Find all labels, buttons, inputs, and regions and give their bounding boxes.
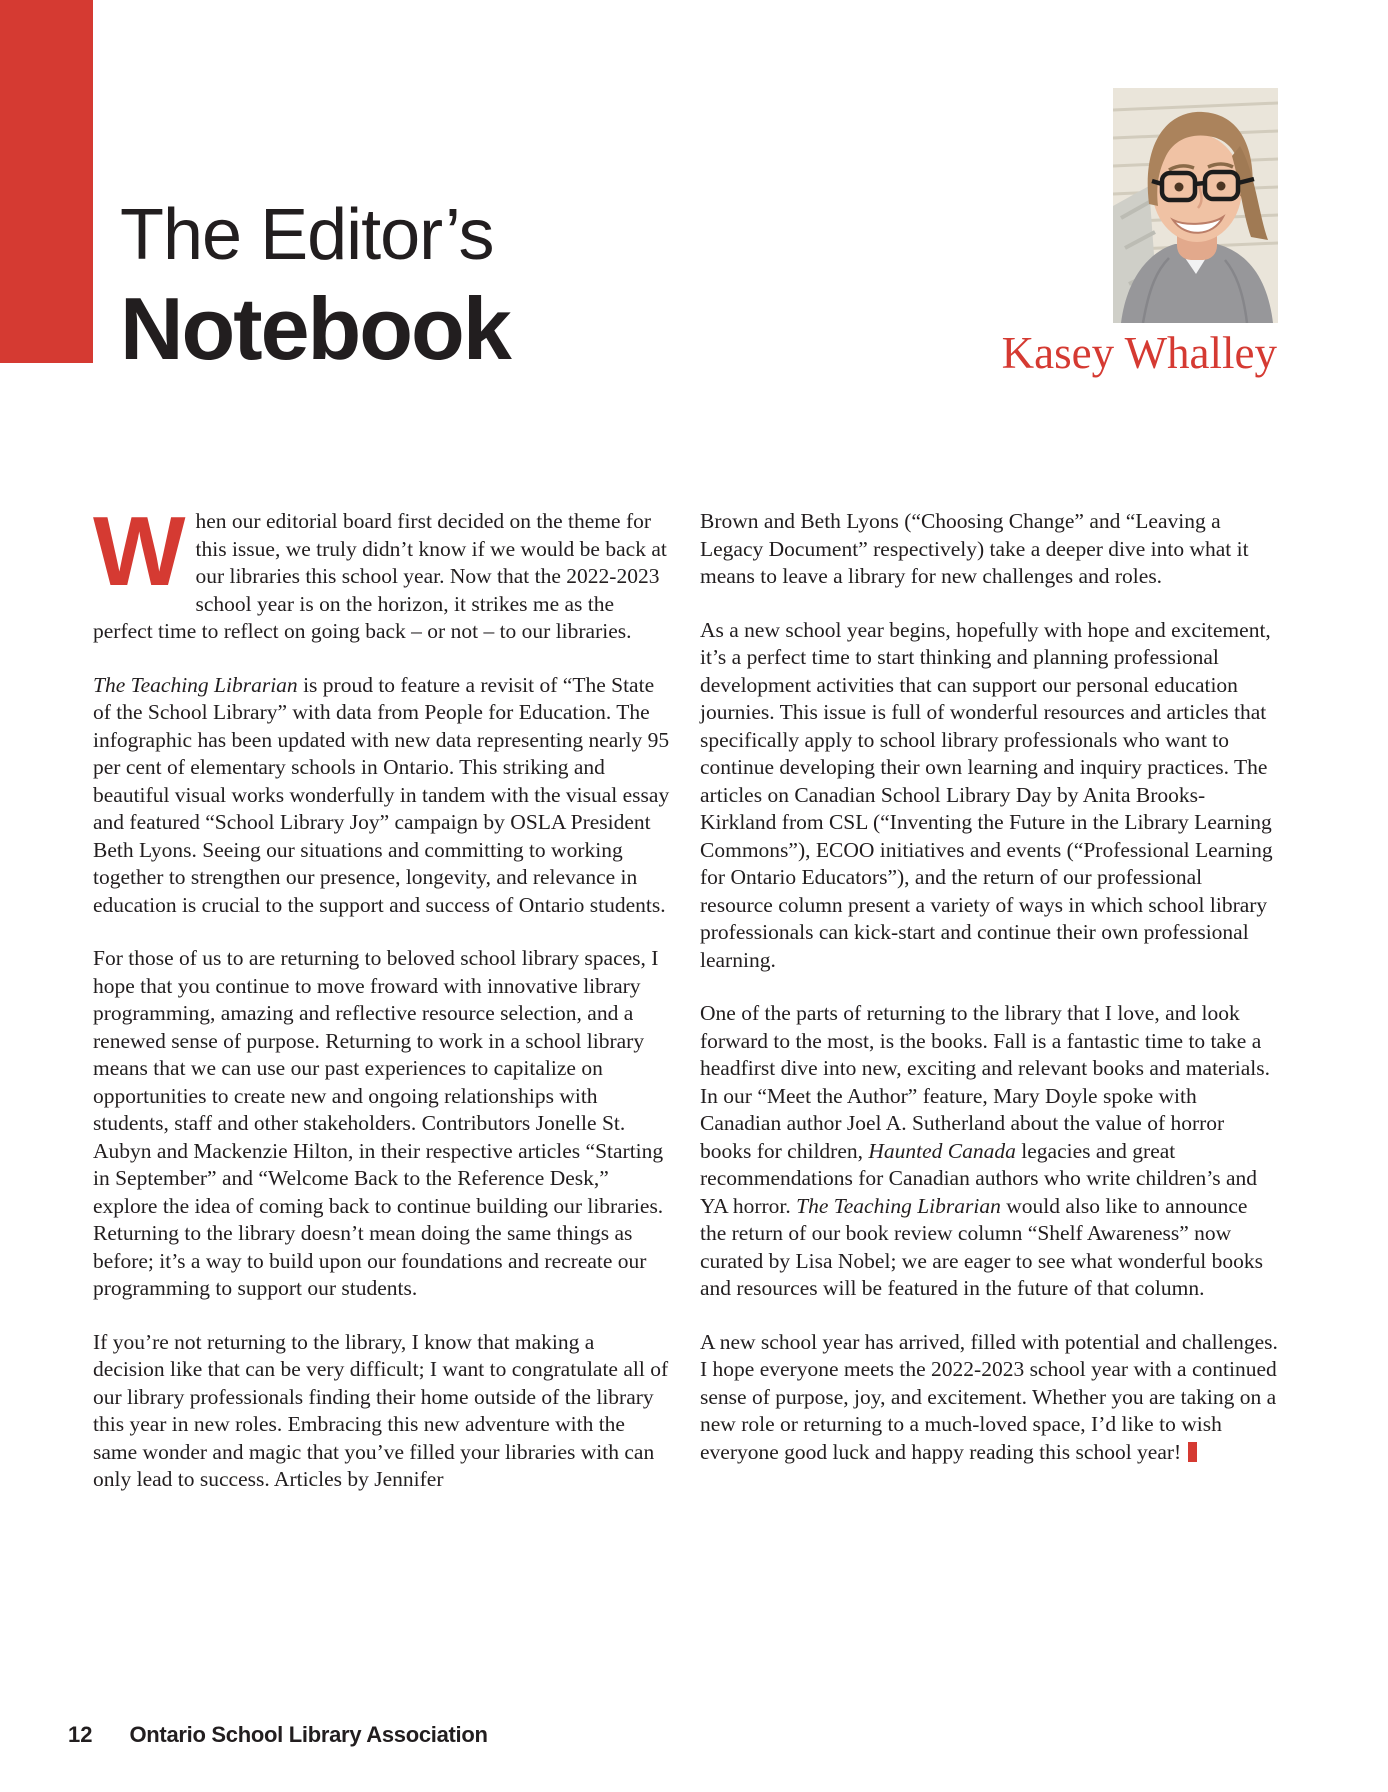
article-paragraph [700,1329,1278,1467]
article-paragraph [93,945,671,1303]
article-paragraph [700,617,1278,975]
page-title [120,195,510,379]
article-end-mark [1188,1442,1197,1462]
article-column-right [700,508,1278,1520]
article-text: For those of us to are returning to beloved school library spaces, I hope that you continue to move froward with innovative library programming, amazing and reflective resource selection, and a renewed sense of purpose. Returning to work in a school library means that we can use our past experiences to capitalize on opportunities to create new and ongoing relationships with students, staff and other stakeholders. Contributors Jonelle St. Aubyn and Mackenzie Hilton, in their respective articles “Starting in September” and “Welcome Back to the Reference Desk,” explore the idea of coming back to continue building our libraries. Returning to the library doesn’t mean doing the same things as before; it’s a way to build upon our foundations and recreate our programming to support our students. [93,946,664,1300]
article-text: Brown and Beth Lyons (“Choosing Change” and “Leaving a Legacy Document” respectively) take a deeper dive into what it means to leave a library for new challenges and roles. [700,509,1249,588]
article-text: A new school year has arrived, filled with potential and challenges. I hope everyone meets the 2022-2023 school year with a continued sense of purpose, joy, and excitement. Whether you are taking on a new role or returning to a much-loved space, I’d like to wish everyone good luck and happy reading this school year! [700,1329,1278,1464]
article-text: As a new school year begins, hopefully with hope and excitement, it’s a perfect time to start thinking and planning professional development activities that can support our personal education journies. This issue is full of wonderful resources and articles that specifically apply to school library professionals who want to continue developing their own learning and inquiry practices. The articles on Canadian School Library Day by Anita Brooks-Kirkland from CSL (“Inventing the Future in the Library Learning Commons”), ECOO initiatives and events (“Professional Learning for Ontario Educators”), and the return of our professional resource column present a variety of ways in which school library professionals can kick-start and continue their own professional learning. [700,617,1273,972]
author-photo [1113,88,1278,323]
drop-cap: W [93,496,186,606]
article-text: If you’re not returning to the library, I know that making a decision like that can be very difficult; I want to congratulate all of our library professionals finding their home outside of the library this year in new roles. Embracing this new adventure with the same wonder and magic that you’ve filled your libraries with can only lead to success. Articles by Jennifer [93,1329,669,1491]
footer-organization: Ontario School Library Association [129,1722,488,1747]
article-text-italic: Haunted Canada [868,1138,1016,1163]
article-text: is proud to feature a revisit of “The State of the School Library” with data from People for Education. The infographic has been updated with new data representing nearly 95 per cent of elementary schools in Ontario. This striking and beautiful visual works wonderfully in tandem with the visual essay and featured “School Library Joy” campaign by OSLA President Beth Lyons. Seeing our situations and committing to working together to strengthen our presence, longevity, and relevance in education is crucial to the support and success of Ontario students. [93,672,670,917]
page-footer [68,1722,488,1748]
author-portrait-illustration [1113,88,1278,323]
article-paragraph [93,1329,671,1494]
article-paragraph [93,672,671,920]
page-title-line1: The Editor’s [120,195,494,276]
red-accent-bar [0,0,93,363]
article-paragraph [93,496,671,646]
article-text: would also like to announce the return of our book review column “Shelf Awareness” now curated by Lisa Nobel; we are eager to see what wonderful books and resources will be featured in the future of that column. [700,1193,1263,1300]
author-name: Kasey Whalley [1001,328,1277,378]
article-text: hen our editorial board first decided on the theme for this issue, we truly didn’t know if we would be back at our libraries this school year. Now that the 2022-2023 school year is on the horizon, it strikes me as the perfect time to reflect on going back – or not – to our libraries. [93,509,667,643]
article-text-italic: The Teaching Librarian [796,1193,1001,1218]
page-title-line2: Notebook [120,279,510,379]
page-number: 12 [68,1722,93,1747]
article-text: legacies and great recommendations for Canadian authors who write children’s and YA horror. [700,1138,1258,1218]
article-body [93,496,1278,1520]
article-paragraph [700,1000,1278,1303]
article-paragraph [700,508,1278,591]
article-text-italic: The Teaching Librarian [93,672,298,697]
article-text: One of the parts of returning to the library that I love, and look forward to the most, is the books. Fall is a fantastic time to take a headfirst dive into new, exciting and relevant books and materials. In our “Meet the Author” feature, Mary Doyle spoke with Canadian author Joel A. Sutherland about the value of horror books for children, [700,1001,1270,1163]
article-column-left [93,496,671,1520]
